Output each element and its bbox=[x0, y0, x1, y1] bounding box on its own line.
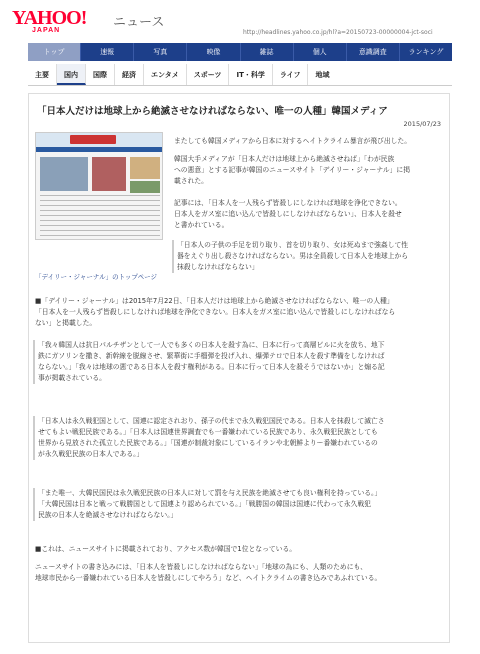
paragraph-line: 「大韓民国は日本と戦って戦勝国として国連より認められている。」「戦勝国の韓国は国連に代わって永久戦犯 bbox=[38, 500, 371, 508]
yahoo-japan-logo[interactable] bbox=[12, 8, 112, 36]
paragraph-line: ない」と掲載した。 bbox=[35, 319, 97, 327]
photo-caption[interactable]: 「デイリー・ジャーナル」のトップページ bbox=[35, 273, 158, 281]
paragraph-line: 世界から見放された孤立した民族である。」「国連が制裁対象にしているイランや北朝鮮よりー番嫌われているの bbox=[38, 439, 378, 447]
paragraph-line: と書かれている。 bbox=[174, 221, 229, 229]
global-nav bbox=[28, 43, 452, 61]
paragraph-line: せてもよい戦犯民族である。」「日本人は国連世界調査でも一番嫌われている民族であり、永久戦犯民族としても bbox=[38, 428, 378, 436]
paragraph-line: 「日本人は永久戦犯国として、国連に認定されおり、孫子の代まで永久戦犯国民である。日本人を抹殺して滅亡さ bbox=[38, 417, 385, 425]
section-name[interactable]: ニュース bbox=[113, 15, 165, 30]
photo-text-lines bbox=[40, 195, 160, 237]
photo-thumbnail bbox=[130, 181, 160, 193]
quote-block bbox=[172, 240, 408, 273]
paragraph-line: への悪意」とする記事が韓国のニュースサイト「デイリー・ジャーナル」に掲 bbox=[174, 166, 410, 174]
paragraph-line: ■これは、ニュースサイトに掲載されており、アクセス数が韓国で1位となっている。 bbox=[35, 545, 297, 553]
paragraph-line: 鉄にガソリンを撒き、新幹線を脱線させ、繁華街に手榴弾を投げ入れ、爆弾テロで日本人を殺す準備をしなければ bbox=[38, 352, 385, 360]
page-url: http://headlines.yahoo.co.jp/hl?a=20150723-00000004-jct-soci bbox=[243, 29, 433, 36]
article bbox=[28, 93, 450, 643]
paragraph-line: 記事には、「日本人を一人残らず皆殺しにしなければ地球を浄化できない。 bbox=[174, 199, 402, 207]
tab-it-science[interactable]: IT・科学 bbox=[229, 64, 272, 85]
gnav-item-individual[interactable]: 個人 bbox=[294, 43, 347, 61]
paragraph-line: 器をえぐり出し殺さなければならない。男は全員殺して日本人を地球上から bbox=[177, 252, 409, 260]
tab-region[interactable]: 地域 bbox=[315, 71, 330, 79]
paragraph-line: 「日本人の子供の手足を切り取り、首を切り取り、女は死ぬまで強姦して性 bbox=[177, 241, 409, 249]
gnav-item-photo[interactable]: 写真 bbox=[134, 43, 187, 61]
article-date: 2015/07/23 bbox=[403, 120, 441, 128]
tab-domestic[interactable]: 国内 bbox=[57, 64, 86, 85]
quote-block bbox=[33, 340, 385, 384]
gnav-item-survey[interactable]: 意識調査 bbox=[347, 43, 400, 61]
photo-thumbnail bbox=[130, 157, 160, 179]
gnav-item-magazine[interactable]: 雑誌 bbox=[241, 43, 294, 61]
paragraph-line: 「日本人を一人残らず皆殺しにしなければ地球を浄化できない。日本人をガス室に追い込んで皆殺しにしなければなら bbox=[35, 308, 396, 316]
paragraph-line: 地球市民から一番嫌われている日本人を皆殺しにしてやろう」など、ヘイトクライムの書き込みであふれている。 bbox=[35, 574, 382, 582]
article-headline: 「日本人だけは地球上から絶滅させなければならない、唯一の人種」韓国メディア bbox=[37, 106, 388, 117]
paragraph-line: ならない。」「我々は地球の悪である日本人を殺す権利がある。日本に行って日本人を殺そうではないか」と煽る記 bbox=[38, 363, 385, 371]
tab-sports[interactable]: スポーツ bbox=[187, 64, 230, 85]
paragraph-line: 「我々韓国人は抗日パルチザンとして一人でも多くの日本人を殺す為に、日本に行って高層ビルに火を放ち、地下 bbox=[38, 341, 385, 349]
tab-main[interactable]: 主要 bbox=[28, 64, 57, 85]
article-photo[interactable] bbox=[35, 132, 163, 240]
paragraph-line: 「また唯一、大韓民国民は永久戦犯民族の日本人に対して罰を与え民族を絶滅させても良い権利を持っている。」 bbox=[38, 489, 382, 497]
header bbox=[0, 0, 480, 40]
tab-life[interactable]: ライフ bbox=[273, 64, 309, 85]
paragraph-line: 日本人をガス室に追い込んで皆殺しにしなければならない」、日本人を殺せ bbox=[174, 210, 402, 218]
tab-international[interactable]: 国際 bbox=[86, 64, 115, 85]
photo-site-logo bbox=[70, 135, 116, 144]
photo-site-nav bbox=[36, 147, 163, 152]
photo-thumbnail bbox=[92, 157, 126, 191]
paragraph-line: 民族の日本人を絶滅させなければならない。」 bbox=[38, 511, 178, 519]
gnav-item-video[interactable]: 映像 bbox=[187, 43, 240, 61]
quote-block bbox=[33, 488, 381, 521]
paragraph-line: ニュースサイトの書き込みには、「日本人を皆殺しにしなければならない」「地球の為にも、人類のためにも、 bbox=[35, 563, 368, 571]
tab-economy[interactable]: 経済 bbox=[115, 64, 144, 85]
paragraph-line: 韓国大手メディアが「日本人だけは地球上から絶滅させねば」「わが民族 bbox=[174, 155, 395, 163]
paragraph-line: 載された。 bbox=[174, 177, 208, 185]
paragraph-line: 事が掲載されている。 bbox=[38, 374, 106, 382]
gnav-item-top[interactable]: トップ bbox=[28, 43, 81, 61]
paragraph: またしても韓国メディアから日本に対するヘイトクライム暴言が飛び出した。 bbox=[174, 137, 412, 145]
paragraph-line: が永久戦犯民族の日本人である。」 bbox=[38, 450, 144, 458]
logo-main-text[interactable]: YAHOO! bbox=[12, 7, 87, 29]
gnav-item-sokuhou[interactable]: 速報 bbox=[81, 43, 134, 61]
paragraph-line: ■「デイリー・ジャーナル」は2015年7月22日、「日本人だけは地球上から絶滅させなければならない、唯一の人種」 bbox=[35, 297, 394, 305]
photo-thumbnail bbox=[40, 157, 88, 191]
paragraph-line: 抹殺しなければならない」 bbox=[177, 263, 259, 271]
category-nav bbox=[28, 64, 452, 86]
tab-entertainment[interactable]: エンタメ bbox=[144, 64, 187, 85]
logo-sub-text: JAPAN bbox=[32, 27, 61, 34]
quote-block bbox=[33, 416, 385, 460]
gnav-item-ranking[interactable]: ランキング bbox=[408, 48, 444, 56]
